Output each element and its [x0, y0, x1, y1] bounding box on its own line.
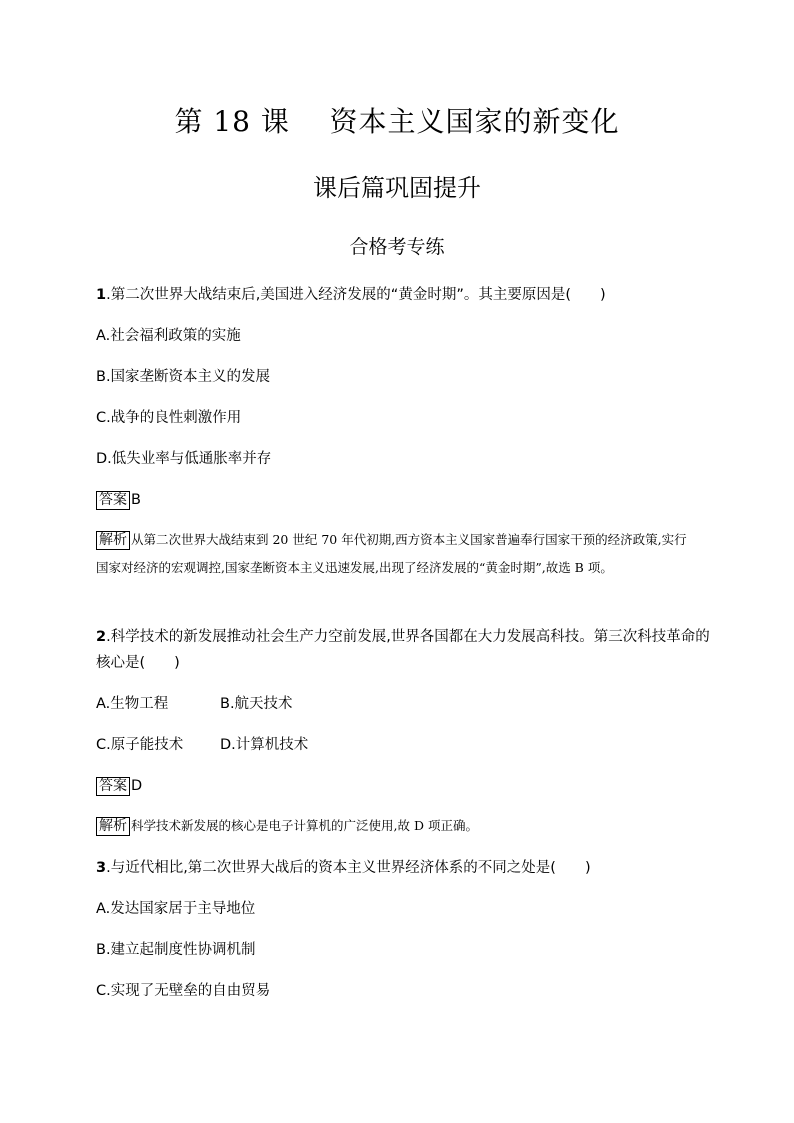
section-heading: 合格考专练: [349, 236, 445, 258]
analysis-text: 从第二次世界大战结束到 20 世纪 70 年代初期,西方资本主义国家普遍奉行国家干预的经济政策,实行国家对经济的宏观调控,国家垄断资本主义迅速发展,出现了经济发展的“黄金时期”,故选 B 项。: [96, 532, 687, 575]
question-number: 3: [96, 860, 107, 876]
question-1-stem: [96, 285, 606, 305]
question-1-answer: [96, 490, 141, 510]
question-3-option-a: A.发达国家居于主导地位: [96, 901, 256, 917]
question-1-option-b: B.国家垄断资本主义的发展: [96, 369, 271, 385]
lesson-title: 第 18 课 资本主义国家的新变化: [174, 105, 620, 138]
question-2-answer: [96, 776, 142, 796]
question-text: .与近代相比,第二次世界大战后的资本主义世界经济体系的不同之处是( ): [106, 860, 591, 876]
question-1-option-d: D.低失业率与低通胀率并存: [96, 451, 272, 467]
analysis-tag: 解析: [96, 817, 130, 836]
question-1-option-a: A.社会福利政策的实施: [96, 328, 241, 344]
answer-tag: 答案: [96, 491, 130, 510]
question-2-options-row-1: [96, 694, 293, 714]
question-number: 2: [96, 629, 107, 645]
question-2-option-a: A.生物工程: [96, 696, 169, 712]
question-2-option-b: B.航天技术: [220, 696, 293, 712]
question-number: 1: [96, 287, 107, 303]
question-text: .第二次世界大战结束后,美国进入经济发展的“黄金时期”。其主要原因是( ): [106, 287, 606, 303]
question-3-option-c: C.实现了无壁垒的自由贸易: [96, 983, 271, 999]
answer-tag: 答案: [96, 777, 130, 796]
answer-value: D: [131, 778, 143, 794]
analysis-text: 科学技术新发展的核心是电子计算机的广泛使用,故 D 项正确。: [131, 818, 478, 833]
question-3-stem: [96, 858, 591, 878]
question-2-option-d: D.计算机技术: [220, 737, 309, 753]
question-1-option-c: C.战争的良性刺激作用: [96, 410, 242, 426]
question-2-option-c: C.原子能技术: [96, 737, 184, 753]
answer-value: B: [131, 492, 141, 508]
question-2-options-row-2: [96, 735, 308, 755]
page-subtitle: 课后篇巩固提升: [313, 174, 481, 202]
question-text: .科学技术的新发展推动社会生产力空前发展,世界各国都在大力发展高科技。第三次科技革命的: [106, 629, 710, 645]
question-3-option-b: B.建立起制度性协调机制: [96, 942, 256, 958]
analysis-tag: 解析: [96, 531, 130, 550]
question-2-stem-line-1: [96, 627, 710, 647]
question-2-analysis: [96, 812, 696, 840]
question-1-analysis: [96, 526, 696, 582]
question-2-stem-line-2: 核心是( ): [96, 655, 180, 671]
